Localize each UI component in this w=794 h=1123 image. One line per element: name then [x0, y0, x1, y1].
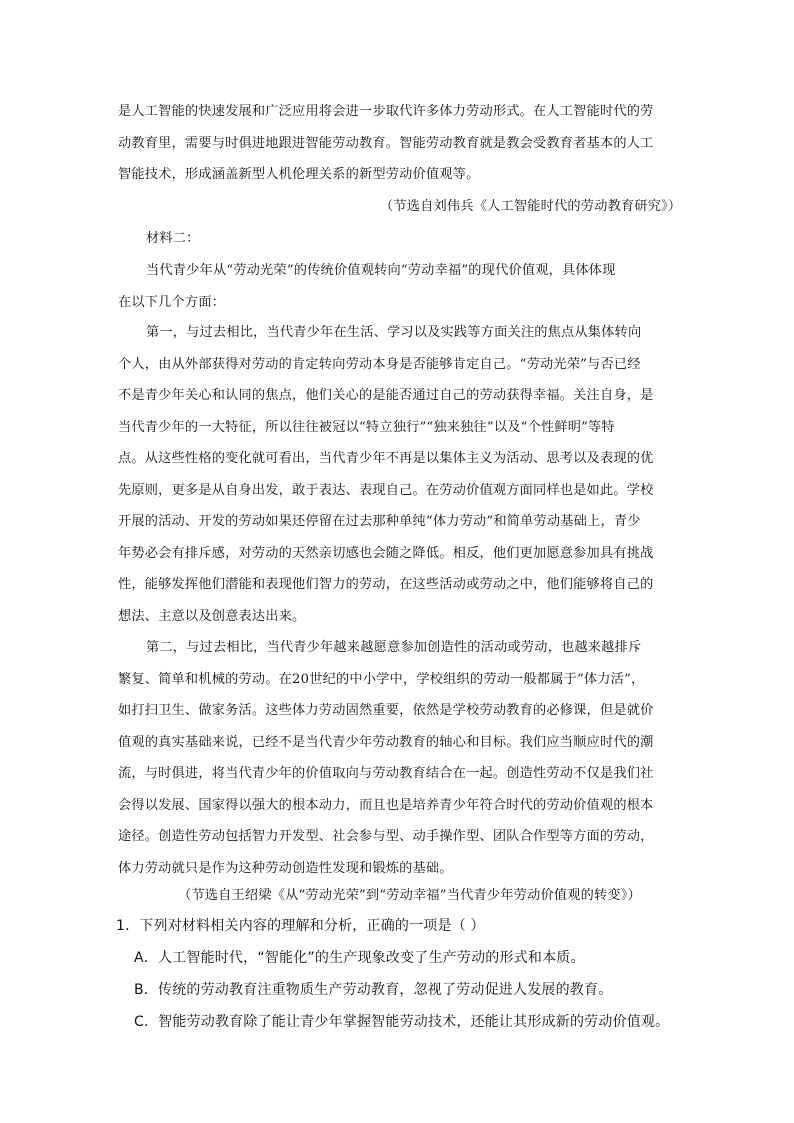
- text-line: 不是青少年关心和认同的焦点，他们关心的是能否通过自己的劳动获得幸福。关注自身，是: [118, 388, 654, 403]
- option-c[interactable]: C．智能劳动教育除了能让青少年掌握智能劳动技术，还能让其形成新的劳动价值观。: [134, 1014, 670, 1030]
- intro-paragraph: [118, 255, 678, 318]
- option-a[interactable]: A．人工智能时代，“智能化”的生产现象改变了生产劳动的形式和本质。: [134, 950, 585, 966]
- text-line: 会得以发展、国家得以强大的根本动力，而且也是培养青少年符合时代的劳动价值观的根本: [118, 797, 654, 813]
- text-line: 性，能够发挥他们潜能和表现他们智力的劳动，在这些活动或劳动之中，他们能够将自己的: [118, 577, 654, 592]
- text-line: 点。从这些性格的变化就可看出，当代青少年不再是以集体主义为活动、思考以及表现的优: [118, 451, 654, 466]
- material1-paragraph: [118, 96, 678, 191]
- text-line: 想法、主意以及创意表达出来。: [118, 608, 306, 624]
- text-line: 流，与时俱进，将当代青少年的价值取向与劳动教育结合在一起。创造性劳动不仅是我们社: [118, 766, 654, 781]
- text-line: 是人工智能的快速发展和广泛应用将会进一步取代许多体力劳动形式。在人工智能时代的劳: [118, 104, 654, 119]
- text-line: 在以下几个方面：: [118, 294, 226, 310]
- text-line: 当代青少年从“劳动光荣”的传统价值观转向“劳动幸福”的现代价值观，具体体现: [146, 263, 616, 278]
- paragraph-first: [118, 317, 678, 632]
- source-citation-2: （节选自王绍梁《从“劳动光荣”到“劳动幸福”当代青少年劳动价值观的转变》）: [178, 888, 641, 903]
- text-line: 当代青少年的一大特征，所以往往被冠以“特立独行”“独来独往”以及“个性鲜明”等特: [118, 419, 615, 435]
- text-line: 个人，由从外部获得对劳动的肯定转向劳动本身是否能够肯定自己。“劳动光荣”与否已经: [118, 356, 641, 372]
- text-line: 第二，与过去相比，当代青少年越来越愿意参加创造性的活动或劳动，也越来越排斥: [146, 640, 642, 655]
- text-line: 如打扫卫生、做家务活。这些体力劳动固然重要，依然是学校劳动教育的必修课，但是就价: [118, 703, 654, 718]
- paragraph-second: [118, 632, 678, 884]
- text-line: 值观的真实基础来说，已经不是当代青少年劳动教育的轴心和目标。我们应当顺应时代的潮: [118, 734, 654, 750]
- source-citation-1: （节选自刘伟兵《人工智能时代的劳动教育研究》）: [380, 199, 682, 214]
- question-stem: 1．下列对材料相关内容的理解和分析，正确的一项是（ ）: [116, 918, 485, 934]
- material2-heading: 材料二：: [146, 231, 200, 246]
- text-line: 开展的活动、开发的劳动如果还停留在过去那种单纯“体力劳动”和简单劳动基础上，青少: [118, 514, 641, 529]
- text-line: 第一，与过去相比，当代青少年在生活、学习以及实践等方面关注的焦点从集体转向: [146, 325, 642, 340]
- text-line: 动教育里，需要与时俱进地跟进智能劳动教育。智能劳动教育就是教会受教育者基本的人工: [118, 135, 654, 151]
- text-line: 繁复、简单和机械的劳动。在20世纪的中小学中，学校组织的劳动一般都属于“体力活”，: [118, 671, 645, 687]
- option-b[interactable]: B．传统的劳动教育注重物质生产劳动教育，忽视了劳动促进人发展的教育。: [134, 982, 613, 998]
- text-line: 年势必会有排斥感，对劳动的天然亲切感也会随之降低。相反，他们更加愿意参加具有挑战: [118, 545, 654, 561]
- text-line: 体力劳动就只是作为这种劳动创造性发现和锻炼的基础。: [118, 860, 453, 876]
- text-line: 智能技术，形成涵盖新型人机伦理关系的新型劳动价值观等。: [118, 167, 480, 182]
- text-line: 先原则，更多是从自身出发，敢于表达、表现自己。在劳动价值观方面同样也是如此。学校: [118, 482, 654, 498]
- question-block: [116, 910, 696, 1038]
- text-line: 途径。创造性劳动包括智力开发型、社会参与型、动手操作型、团队合作型等方面的劳动，: [118, 829, 654, 844]
